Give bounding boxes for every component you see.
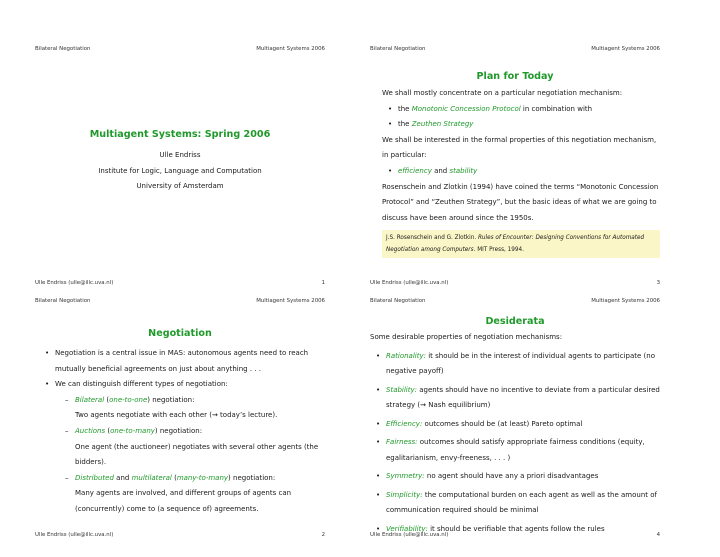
slide-3 — [370, 46, 660, 286]
page-number: 1 — [321, 280, 325, 286]
header-right: Multiagent Systems 2006 — [256, 46, 325, 52]
slide-header — [370, 46, 660, 52]
list-item — [370, 488, 660, 519]
slide-header — [370, 298, 660, 304]
bullet-list — [382, 102, 660, 133]
list-item — [370, 435, 660, 466]
footer-left: Ulle Endriss (ulle@illc.uva.nl) — [370, 280, 449, 286]
description: outcomes should be (at least) Pareto optimal — [422, 419, 583, 428]
header-right: Multiagent Systems 2006 — [591, 46, 660, 52]
slide-footer — [35, 280, 325, 286]
list-item: • Negotiation is a central issue in MAS: autonomous agents need to reach mutually beneficial agreements on just about anything . . . — [39, 346, 325, 377]
list-item: • the Zeuthen Strategy — [382, 117, 660, 133]
slide-2 — [35, 298, 325, 538]
dash-list — [55, 393, 325, 518]
page-number: 4 — [656, 532, 660, 538]
bullet-list — [370, 349, 660, 538]
header-left: Bilateral Negotiation — [35, 298, 91, 304]
footer-left: Ulle Endriss (ulle@illc.uva.nl) — [370, 532, 449, 538]
list-item: • efficiency and stability — [382, 164, 660, 180]
slide-1 — [35, 46, 325, 286]
author: Ulle Endriss — [159, 151, 201, 159]
page-number: 2 — [321, 532, 325, 538]
header-left: Bilateral Negotiation — [370, 298, 426, 304]
slide-4 — [370, 298, 660, 538]
header-right: Multiagent Systems 2006 — [591, 298, 660, 304]
slide-footer — [35, 532, 325, 538]
reference-box: J.S. Rosenschein and G. Zlotkin. Rules of Encounter: Designing Conventions for Automated Negotiation among Computers. MIT Press, 1994. — [382, 230, 660, 258]
list-item: • the Monotonic Concession Protocol in combination with — [382, 102, 660, 118]
slide-title: Negotiation — [148, 328, 212, 339]
description: it should be verifiable that agents follow the rules — [427, 524, 605, 533]
list-item — [370, 383, 660, 414]
page-number: 3 — [656, 280, 660, 286]
footer-left: Ulle Endriss (ulle@illc.uva.nl) — [35, 280, 114, 286]
paragraph: We shall be interested in the formal properties of this negotiation mechanism, in particular: — [382, 135, 657, 160]
term: Simplicity: — [386, 490, 423, 499]
slide-title: Plan for Today — [476, 71, 554, 82]
slide-header — [35, 298, 325, 304]
list-item: – Bilateral (one-to-one) negotiation: Two agents negotiate with each other (⇝ today’s lecture). — [65, 393, 325, 424]
term: Fairness: — [386, 438, 418, 446]
list-item — [370, 417, 660, 433]
description: it should be in the interest of individual agents to participate (no negative payoff) — [386, 351, 655, 375]
header-right: Multiagent Systems 2006 — [256, 298, 325, 304]
slide-title: Multiagent Systems: Spring 2006 — [89, 129, 271, 140]
description: agents should have no incentive to deviate from a particular desired strategy (⇝ Nash equilibrium) — [386, 385, 660, 409]
header-left: Bilateral Negotiation — [35, 46, 91, 52]
term: Verifiability: — [386, 524, 428, 533]
slide-footer — [370, 532, 660, 538]
list-item — [370, 469, 660, 485]
bullet-list — [382, 164, 660, 180]
intro-text: We shall mostly concentrate on a particular negotiation mechanism: — [382, 89, 623, 97]
term: Stability: — [386, 385, 418, 394]
term: Symmetry: — [386, 472, 425, 480]
slide-footer — [370, 280, 660, 286]
slide-title: Desiderata — [485, 316, 545, 327]
intro-text: Some desirable properties of negotiation mechanisms: — [370, 333, 563, 341]
description: no agent should have any a priori disadvantages — [424, 472, 599, 480]
university: University of Amsterdam — [136, 182, 224, 190]
description: the computational burden on each agent as well as the amount of communication required should be minimal — [386, 490, 657, 514]
footer-left: Ulle Endriss (ulle@illc.uva.nl) — [35, 532, 114, 538]
description: outcomes should satisfy appropriate fairness conditions (equity, egalitarianism, envy-freeness, . . . ) — [386, 438, 645, 462]
term: Efficiency: — [386, 419, 423, 428]
header-left: Bilateral Negotiation — [370, 46, 426, 52]
list-item: – Auctions (one-to-many) negotiation: One agent (the auctioneer) negotiates with several other agents (the bidders). — [65, 424, 325, 471]
slide-header — [35, 46, 325, 52]
list-item — [370, 349, 660, 380]
term: Rationality: — [386, 351, 426, 360]
institute: Institute for Logic, Language and Computation — [98, 166, 262, 175]
paragraph: Rosenschein and Zlotkin (1994) have coined the terms “Monotonic Concession Protocol” and “Zeuthen Strategy”, but the basic ideas of what we are going to discuss have been around since the 1950s. — [382, 182, 659, 222]
list-item: • We can distinguish different types of negotiation: – Bilateral (one-to-one) negotiation: Two agents negotiate with each other (⇝ today’s lecture). – Auctions (one-to-many) negotiation: One agent (the auctioneer) negotiates with several other agents (the bidders). – Distributed and multilateral (many-to-many) negotiation: Many agents are involved, and different groups of agents can (concurrently) come to (a sequence of) agreements. — [39, 377, 325, 517]
list-item: – Distributed and multilateral (many-to-many) negotiation: Many agents are involved, and different groups of agents can (concurrently) come to (a sequence of) agreements. — [65, 471, 325, 518]
bullet-list — [39, 346, 325, 518]
